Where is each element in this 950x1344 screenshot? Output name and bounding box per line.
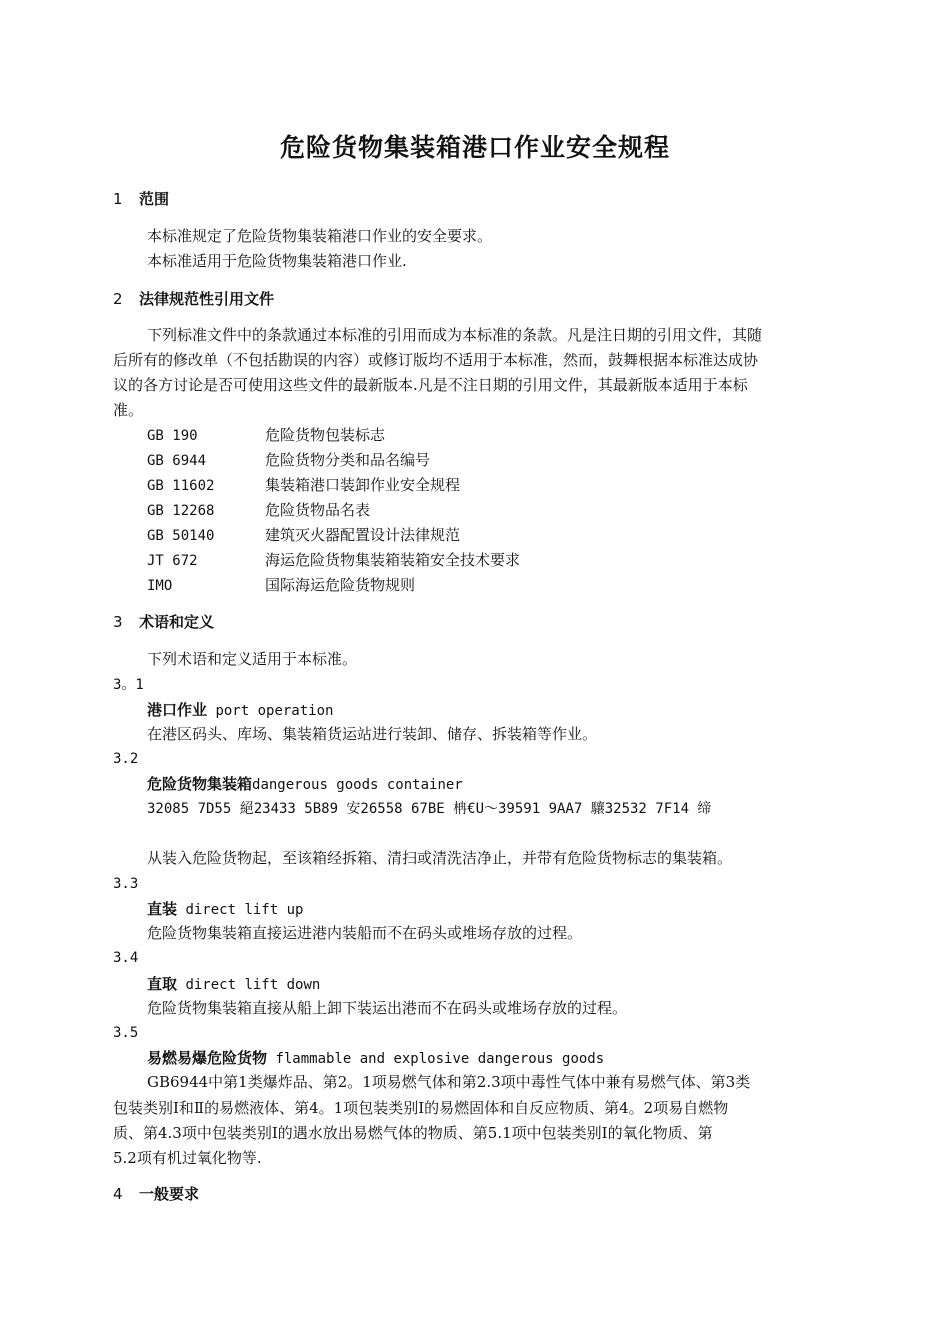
definition: 危险货物集装箱直接运进港内装船而不在码头或堆场存放的过程。 [147,924,583,942]
section-heading-4 [113,1183,199,1205]
reference-name: 危险货物包装标志 [265,426,386,444]
section-heading-3 [113,611,214,633]
reference-row [147,498,370,524]
definition-line: 5.2项有机过氧化物等. [113,1149,262,1167]
reference-name: 海运危险货物集装箱装箱安全技术要求 [265,551,521,569]
paragraph: 下列术语和定义适用于本标准。 [147,650,358,668]
reference-name: 集装箱港口装卸作业安全规程 [265,476,461,494]
term-en: port operation [207,703,334,719]
reference-code: IMO [147,578,173,594]
section-number: 3 [113,613,123,631]
term-line [147,1046,604,1071]
reference-code: GB 12268 [147,503,215,519]
reference-row [147,423,385,449]
term-zh: 危险货物集装箱 [147,775,253,793]
document-title: 危险货物集装箱港口作业安全规程 [279,133,670,162]
term-en: dangerous goods container [252,777,463,793]
paragraph-line: 议的各方讨论是否可使用这些文件的最新版本.凡是不注日期的引用文件，其最新版本适用于本标 [113,376,748,394]
clause-number: 3.5 [113,1025,139,1041]
paragraph-line: 后所有的修改单（不包括勘误的内容）或修订版均不适用于本标准，然而，鼓舞根据本标准达成协 [113,351,759,369]
term-line [147,772,463,797]
definition: 危险货物集装箱直接从船上卸下装运出港而不在码头或堆场存放的过程。 [147,999,628,1017]
reference-name: 建筑灭火器配置设计法律规范 [265,526,461,544]
section-title: 一般要求 [139,1185,200,1203]
reference-name: 危险货物分类和品名编号 [265,451,431,469]
term-zh: 直取 [147,975,178,993]
definition-line: GB6944中第1类爆炸品、第2。1项易燃气体和第2.3项中毒性气体中兼有易燃气体、第3类 [147,1073,751,1091]
reference-code: GB 50140 [147,528,215,544]
term-zh: 易燃易爆危险货物 [147,1049,268,1067]
paragraph-line: 准。 [113,401,144,419]
reference-name: 危险货物品名表 [265,501,371,519]
section-title: 术语和定义 [139,613,215,631]
term-zh: 直装 [147,900,178,918]
definition-line: 质、第4.3项中包装类别Ⅰ的遇水放出易燃气体的物质、第5.1项中包装类别Ⅰ的氧化物质、第 [113,1124,713,1142]
clause-number: 3.2 [113,751,139,767]
clause-number: 3.4 [113,950,139,966]
reference-row [147,548,520,574]
reference-name: 国际海运危险货物规则 [265,576,416,594]
definition: 从装入危险货物起，至该箱经拆箱、清扫或清洗洁净止，并带有危险货物标志的集装箱。 [147,849,733,867]
term-en: direct lift down [177,977,321,993]
encoded-text: 32085 7D55 絕23433 5B89 安26558 67BE 柟€U～39591 9AA7 驤32532 7F14 缔 [147,801,712,817]
section-title: 范围 [139,190,170,208]
term-zh: 港口作业 [147,701,208,719]
section-heading-2 [113,288,274,310]
section-number: 4 [113,1185,123,1203]
reference-code: GB 190 [147,428,198,444]
definition: 在港区码头、库场、集装箱货运站进行装卸、储存、拆装箱等作业。 [147,725,598,743]
clause-number: 3。1 [113,677,144,693]
reference-row [147,473,460,499]
paragraph-line: 下列标准文件中的条款通过本标准的引用而成为本标准的条款。凡是注日期的引用文件，其随 [147,326,763,344]
section-number: 1 [113,190,123,208]
paragraph: 本标准适用于危险货物集装箱港口作业. [147,252,407,270]
section-heading-1 [113,188,169,210]
term-line [147,972,320,997]
section-number: 2 [113,290,123,308]
term-en: flammable and explosive dangerous goods [267,1051,605,1067]
paragraph: 本标准规定了危险货物集装箱港口作业的安全要求。 [147,227,493,245]
term-line [147,698,333,723]
clause-number: 3.3 [113,876,139,892]
reference-code: GB 11602 [147,478,215,494]
reference-code: JT 672 [147,553,198,569]
reference-row [147,523,460,549]
reference-row [147,448,430,474]
section-title: 法律规范性引用文件 [139,290,275,308]
reference-code: GB 6944 [147,453,207,469]
term-en: direct lift up [177,902,304,918]
reference-row [147,573,415,599]
term-line [147,897,303,922]
definition-line: 包装类别Ⅰ和Ⅱ的易燃液体、第4。1项包装类别Ⅰ的易燃固体和自反应物质、第4。2项易自燃物 [113,1099,729,1117]
